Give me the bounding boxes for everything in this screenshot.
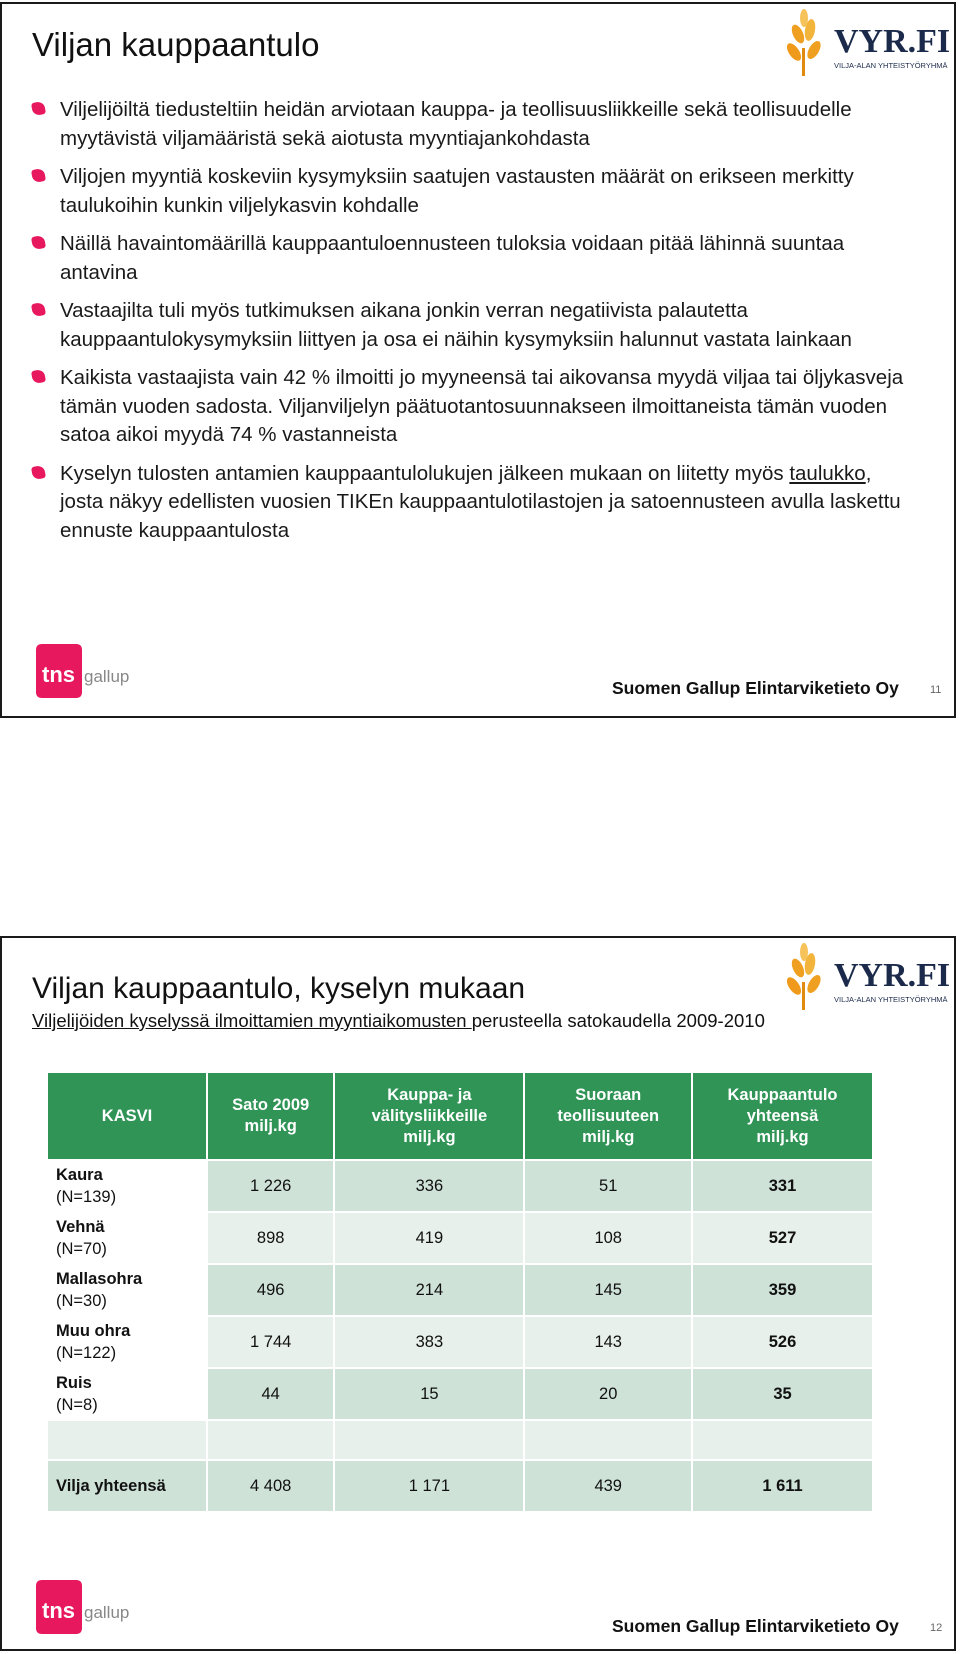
bullet-item: Näillä havaintomäärillä kauppaantuloennusteen tuloksia voidaan pitää lähinnä suuntaa antavina xyxy=(32,230,912,287)
bullet-icon xyxy=(31,302,46,317)
bullet-item: Viljojen myyntiä koskeviin kysymyksiin saatujen vastausten määrät on erikseen merkitty taulukoihin kunkin viljelykasvin kohdalle xyxy=(32,163,912,220)
table-header-row xyxy=(48,1073,872,1159)
vyr-tagline: VILJA-ALAN YHTEISTYÖRYHMÄ xyxy=(834,61,948,70)
table-cell: 898 xyxy=(208,1213,333,1263)
slide-title: Viljan kauppaantulo, kyselyn mukaan xyxy=(32,972,526,1005)
row-label: Mallasohra (N=30) xyxy=(48,1265,206,1315)
table-cell: 143 xyxy=(525,1317,691,1367)
tns-gallup-logo xyxy=(32,1578,142,1638)
bullet-icon xyxy=(31,168,46,183)
table-cell-total: 526 xyxy=(693,1317,872,1367)
bullet-icon xyxy=(31,369,46,384)
slide-11 xyxy=(0,2,956,718)
sales-table xyxy=(46,1071,874,1513)
gallup-wordmark: gallup xyxy=(84,1603,130,1622)
bullet-item: Kaikista vastaajista vain 42 % ilmoitti jo myyneensä tai aikovansa myydä viljaa tai öljykasveja tämän vuoden sadosta. Viljanviljelyn päätuotantosuunnakseen ilmoittaneista tämän vuoden satoa aikoi myydä 74 % vastanneista xyxy=(32,364,912,450)
table-link[interactable]: taulukko xyxy=(789,461,866,485)
column-header: Sato 2009 milj.kg xyxy=(208,1073,333,1159)
page-number: 11 xyxy=(930,684,942,696)
row-label: Muu ohra (N=122) xyxy=(48,1317,206,1367)
vyr-wordmark: VYR.FI xyxy=(834,957,951,994)
table-cell: 1 171 xyxy=(335,1461,523,1511)
row-label: Ruis (N=8) xyxy=(48,1369,206,1419)
bullet-list xyxy=(32,96,912,555)
bullet-icon xyxy=(31,464,46,479)
table-row xyxy=(48,1317,872,1367)
footer-company: Suomen Gallup Elintarviketieto Oy xyxy=(612,678,899,698)
table-cell: 15 xyxy=(335,1369,523,1419)
table-cell: 383 xyxy=(335,1317,523,1367)
table-cell: 1 226 xyxy=(208,1161,333,1211)
empty-cell xyxy=(525,1421,691,1459)
table-cell: 20 xyxy=(525,1369,691,1419)
row-label: Kaura (N=139) xyxy=(48,1161,206,1211)
empty-cell xyxy=(335,1421,523,1459)
bullet-icon xyxy=(31,235,46,250)
table-row xyxy=(48,1369,872,1419)
gallup-wordmark: gallup xyxy=(84,667,130,686)
table-row xyxy=(48,1213,872,1263)
table-cell: 214 xyxy=(335,1265,523,1315)
vyr-logo xyxy=(776,942,954,1014)
column-header: Kauppaantulo yhteensä milj.kg xyxy=(693,1073,872,1159)
table-row-empty xyxy=(48,1421,872,1459)
table-cell: 439 xyxy=(525,1461,691,1511)
table-cell-total: 331 xyxy=(693,1161,872,1211)
table-cell: 496 xyxy=(208,1265,333,1315)
tns-wordmark: tns xyxy=(42,1598,75,1623)
column-header: Suoraan teollisuuteen milj.kg xyxy=(525,1073,691,1159)
table-cell: 145 xyxy=(525,1265,691,1315)
table-total-row xyxy=(48,1461,872,1511)
bullet-item: Vastaajilta tuli myös tutkimuksen aikana jonkin verran negatiivista palautetta kauppaantulokysymyksiin liittyen ja osa ei näihin kysymyksiin halunnut vastata lainkaan xyxy=(32,297,912,354)
page-number: 12 xyxy=(930,1622,943,1634)
tns-wordmark: tns xyxy=(42,662,75,687)
table-cell: 108 xyxy=(525,1213,691,1263)
footer-company: Suomen Gallup Elintarviketieto Oy xyxy=(612,1616,899,1636)
table-cell: 336 xyxy=(335,1161,523,1211)
wheat-icon xyxy=(784,9,823,76)
empty-cell xyxy=(693,1421,872,1459)
table-cell-total: 35 xyxy=(693,1369,872,1419)
column-header: Kauppa- ja välitysliikkeille milj.kg xyxy=(335,1073,523,1159)
table-cell-total: 1 611 xyxy=(693,1461,872,1511)
table-cell: 419 xyxy=(335,1213,523,1263)
slide-subtitle: Viljelijöiden kyselyssä ilmoittamien myyntiaikomusten perusteella satokaudella 2009-2010 xyxy=(32,1010,765,1031)
table-cell-total: 359 xyxy=(693,1265,872,1315)
table-cell: 1 744 xyxy=(208,1317,333,1367)
bullet-icon xyxy=(31,101,46,116)
table-cell: 51 xyxy=(525,1161,691,1211)
vyr-tagline: VILJA-ALAN YHTEISTYÖRYHMÄ xyxy=(834,995,948,1004)
table-row xyxy=(48,1265,872,1315)
wheat-icon xyxy=(784,943,823,1010)
table-row xyxy=(48,1161,872,1211)
row-label: Vehnä (N=70) xyxy=(48,1213,206,1263)
table-cell: 44 xyxy=(208,1369,333,1419)
bullet-item: Viljelijöiltä tiedusteltiin heidän arviotaan kauppa- ja teollisuusliikkeille sekä teollisuudelle myytävistä viljamääristä sekä aiotusta myyntiajankohdasta xyxy=(32,96,912,153)
vyr-wordmark: VYR.FI xyxy=(834,23,951,60)
vyr-logo xyxy=(776,8,954,80)
empty-cell xyxy=(208,1421,333,1459)
slide-12 xyxy=(0,936,956,1651)
slide-title: Viljan kauppaantulo xyxy=(32,26,320,63)
empty-cell xyxy=(48,1421,206,1459)
table-cell-total: 527 xyxy=(693,1213,872,1263)
tns-gallup-logo xyxy=(32,642,142,702)
column-header: KASVI xyxy=(48,1073,206,1159)
table-cell: 4 408 xyxy=(208,1461,333,1511)
bullet-item: Kyselyn tulosten antamien kauppaantulolukujen jälkeen mukaan on liitetty myös taulukko, josta näkyy edellisten vuosien TIKEn kauppaantulotilastojen ja satoennusteen avulla laskettu ennuste kauppaantulosta xyxy=(32,460,912,546)
total-label: Vilja yhteensä xyxy=(48,1461,206,1511)
